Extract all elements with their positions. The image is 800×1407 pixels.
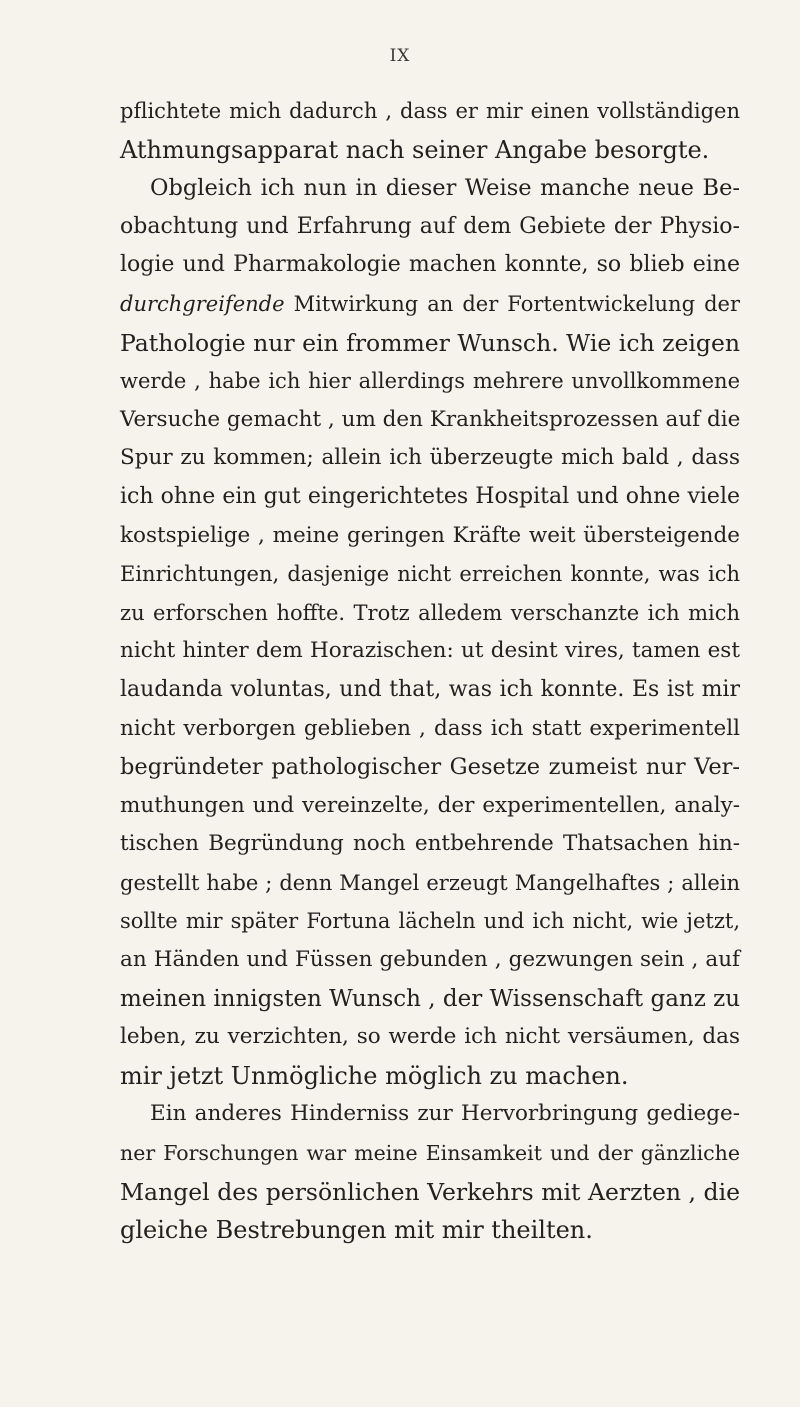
text-line: muthungen und vereinzelte, der experimentellen, analy-	[120, 792, 740, 818]
text-line: ner Forschungen war meine Einsamkeit und der gänzliche	[120, 1141, 740, 1166]
text-line: kostspielige , meine geringen Kräfte weit übersteigende	[120, 522, 740, 548]
text-line: Einrichtungen, dasjenige nicht erreichen konnte, was ich	[120, 562, 740, 587]
text-line: tischen Begründung noch entbehrende Thatsachen hin-	[120, 831, 740, 857]
text-line: Ein anderes Hinderniss zur Hervorbringung gediege-	[150, 1101, 740, 1127]
text-line: meinen innigsten Wunsch , der Wissenschaft ganz zu	[120, 985, 741, 1012]
text-line: an Händen und Füssen gebunden , gezwungen sein , auf	[120, 947, 740, 973]
text-line: begründeter pathologischer Gesetze zumeist nur Ver-	[120, 754, 740, 781]
text-line: Athmungsapparat nach seiner Angabe besorgte.	[120, 135, 710, 164]
text-line: leben, zu verzichten, so werde ich nicht versäumen, das	[120, 1024, 740, 1050]
text-line: logie und Pharmakologie machen konnte, so blieb eine	[120, 252, 740, 278]
text-line: pflichtete mich dadurch , dass er mir einen vollständigen	[120, 99, 740, 123]
text-line: sollte mir später Fortuna lächeln und ich nicht, wie jetzt,	[120, 909, 740, 934]
text-line: zu erforschen hoffte. Trotz alledem verschanzte ich mich	[120, 600, 740, 625]
text-line: mir jetzt Unmögliche möglich zu machen.	[120, 1061, 629, 1090]
text-line: durchgreifende Mitwirkung an der Fortentwickelung der	[120, 291, 740, 316]
text-line: Pathologie nur ein frommer Wunsch. Wie ich zeigen	[120, 328, 740, 357]
text-line: Obgleich ich nun in dieser Weise manche neue Be-	[150, 175, 740, 202]
page-number: IX	[389, 46, 411, 66]
text-line: nicht hinter dem Horazischen: ut desint vires, tamen est	[120, 638, 740, 664]
emphasized-word: durchgreifende	[120, 291, 285, 316]
text-line: laudanda voluntas, und that, was ich konnte. Es ist mir	[120, 676, 740, 702]
text-line: Mangel des persönlichen Verkehrs mit Aerzten , die	[120, 1177, 740, 1206]
text-line: ich ohne ein gut eingerichtetes Hospital und ohne viele	[120, 483, 740, 509]
text-line: Versuche gemacht , um den Krankheitsprozessen auf die	[120, 406, 741, 432]
text-line: obachtung und Erfahrung auf dem Gebiete der Physio-	[120, 213, 740, 239]
text-line: werde , habe ich hier allerdings mehrere unvollkommene	[120, 369, 740, 394]
text-line: Spur zu kommen; allein ich überzeugte mich bald , dass	[120, 445, 740, 471]
text-line: gleiche Bestrebungen mit mir theilten.	[120, 1216, 593, 1245]
text-line: gestellt habe ; denn Mangel erzeugt Mangelhaftes ; allein	[120, 870, 740, 895]
body-text	[120, 92, 740, 1250]
text-line: nicht verborgen geblieben , dass ich statt experimentell	[120, 715, 740, 741]
